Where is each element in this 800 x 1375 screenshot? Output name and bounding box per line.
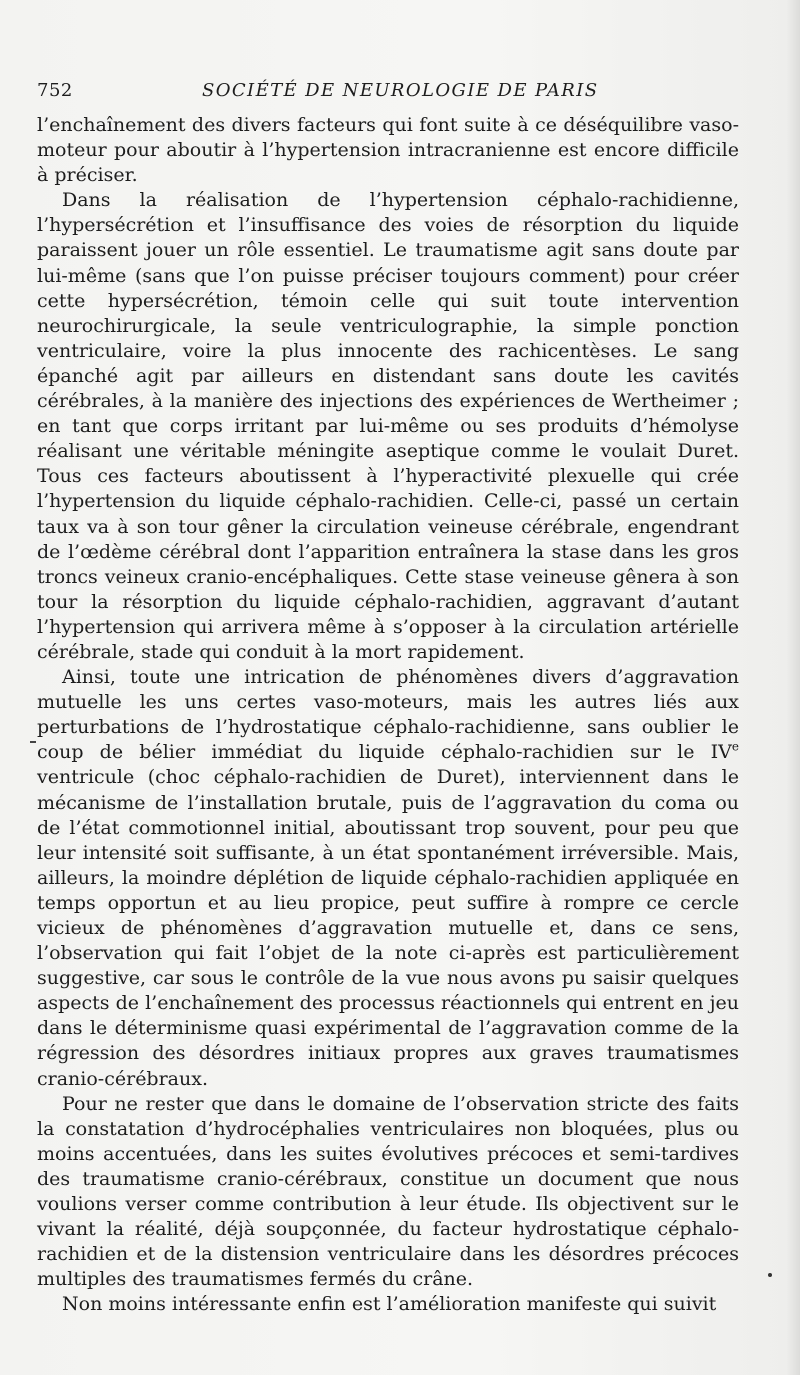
body-text	[37, 113, 739, 1318]
superscript-e: e	[731, 740, 739, 755]
paragraph-intrication	[37, 665, 739, 1092]
journal-title: SOCIÉTÉ DE NEUROLOGIE DE PARIS	[202, 80, 599, 101]
paragraph-observation: Pour ne rester que dans le domaine de l’observation stricte des faits la constatation d’hydrocéphalies ventriculaires non bloquées, plus ou moins accentuées, dans les suites évolutives précoces et semi-tardives des traumatisme cranio-cérébraux, constitue un document que nous voulions verser comme contribution à leur étude. Ils objectivent sur le vivant la réalité, déjà soupçonnée, du facteur hydrostatique céphalo-rachidien et de la distension ventriculaire dans les désordres précoces multiples des traumatismes fermés du crâne.	[37, 1092, 739, 1291]
paragraph-continuation: l’enchaînement des divers facteurs qui font suite à ce déséquilibre vaso-moteur pour aboutir à l’hypertension intracranienne est encore difficile à préciser.	[37, 114, 739, 187]
paragraph-amelioration: Non moins intéressante enfin est l’amélioration manifeste qui suivit	[62, 1293, 717, 1316]
paragraph-intrication-text-before: Ainsi, toute une intrication de phénomènes divers d’aggravation mutuelle les uns certes vaso-moteurs, mais les autres liés aux perturbations de l’hydrostatique céphalo-rachidienne, sans oublier le coup de bélier immédiat du liquide céphalo-rachidien sur le IV	[37, 666, 739, 764]
page-edge-shadow	[786, 0, 800, 1375]
margin-mark	[30, 741, 36, 743]
running-head	[37, 80, 737, 106]
paragraph-intrication-text-after: ventricule (choc céphalo-rachidien de Duret), interviennent dans le mécanisme de l’installation brutale, puis de l’aggravation du coma ou de l’état commotionnel initial, aboutissant trop souvent, pour peu que leur intensité soit suffisante, à un état spontanément irréversible. Mais, ailleurs, la moindre déplétion de liquide céphalo-rachidien appliquée en temps opportun et au lieu propice, peut suffire à rompre ce cercle vicieux de phénomènes d’aggravation mutuelle et, dans ce sens, l’observation qui fait l’objet de la note ci-après est particulièrement suggestive, car sous le contrôle de la vue nous avons pu saisir quelques aspects de l’enchaînement des processus réactionnels qui entrent en jeu dans le déterminisme quasi expérimental de l’aggravation comme de la régression des désordres initiaux propres aux graves traumatismes cranio-cérébraux.	[37, 766, 739, 1090]
paragraph-hypertension: Dans la réalisation de l’hypertension céphalo-rachidienne, l’hypersécrétion et l’insuffisance des voies de résorption du liquide paraissent jouer un rôle essentiel. Le traumatisme agit sans doute par lui-même (sans que l’on puisse préciser toujours comment) pour créer cette hypersécrétion, témoin celle qui suit toute intervention neurochirurgicale, la seule ventriculographie, la simple ponction ventriculaire, voire la plus innocente des rachicentèses. Le sang épanché agit par ailleurs en distendant sans doute les cavités cérébrales, à la manière des injections des expériences de Wertheimer ; en tant que corps irritant par lui-même ou ses produits d’hémolyse réalisant une véritable méningite aseptique comme le voulait Duret. Tous ces facteurs aboutissent à l’hyperactivité plexuelle qui crée l’hypertension du liquide céphalo-rachidien. Celle-ci, passé un certain taux va à son tour gêner la circulation veineuse cérébrale, engendrant de l’œdème cérébral dont l’apparition entraînera la stase dans les gros troncs veineux cranio-encéphaliques. Cette stase veineuse gênera à son tour la résorption du liquide céphalo-rachidien, aggravant d’autant l’hypertension qui arrivera même à s’opposer à la circulation artérielle cérébrale, stade qui conduit à la mort rapidement.	[37, 189, 739, 663]
page-number: 752	[37, 80, 73, 101]
margin-dot	[768, 1273, 772, 1277]
